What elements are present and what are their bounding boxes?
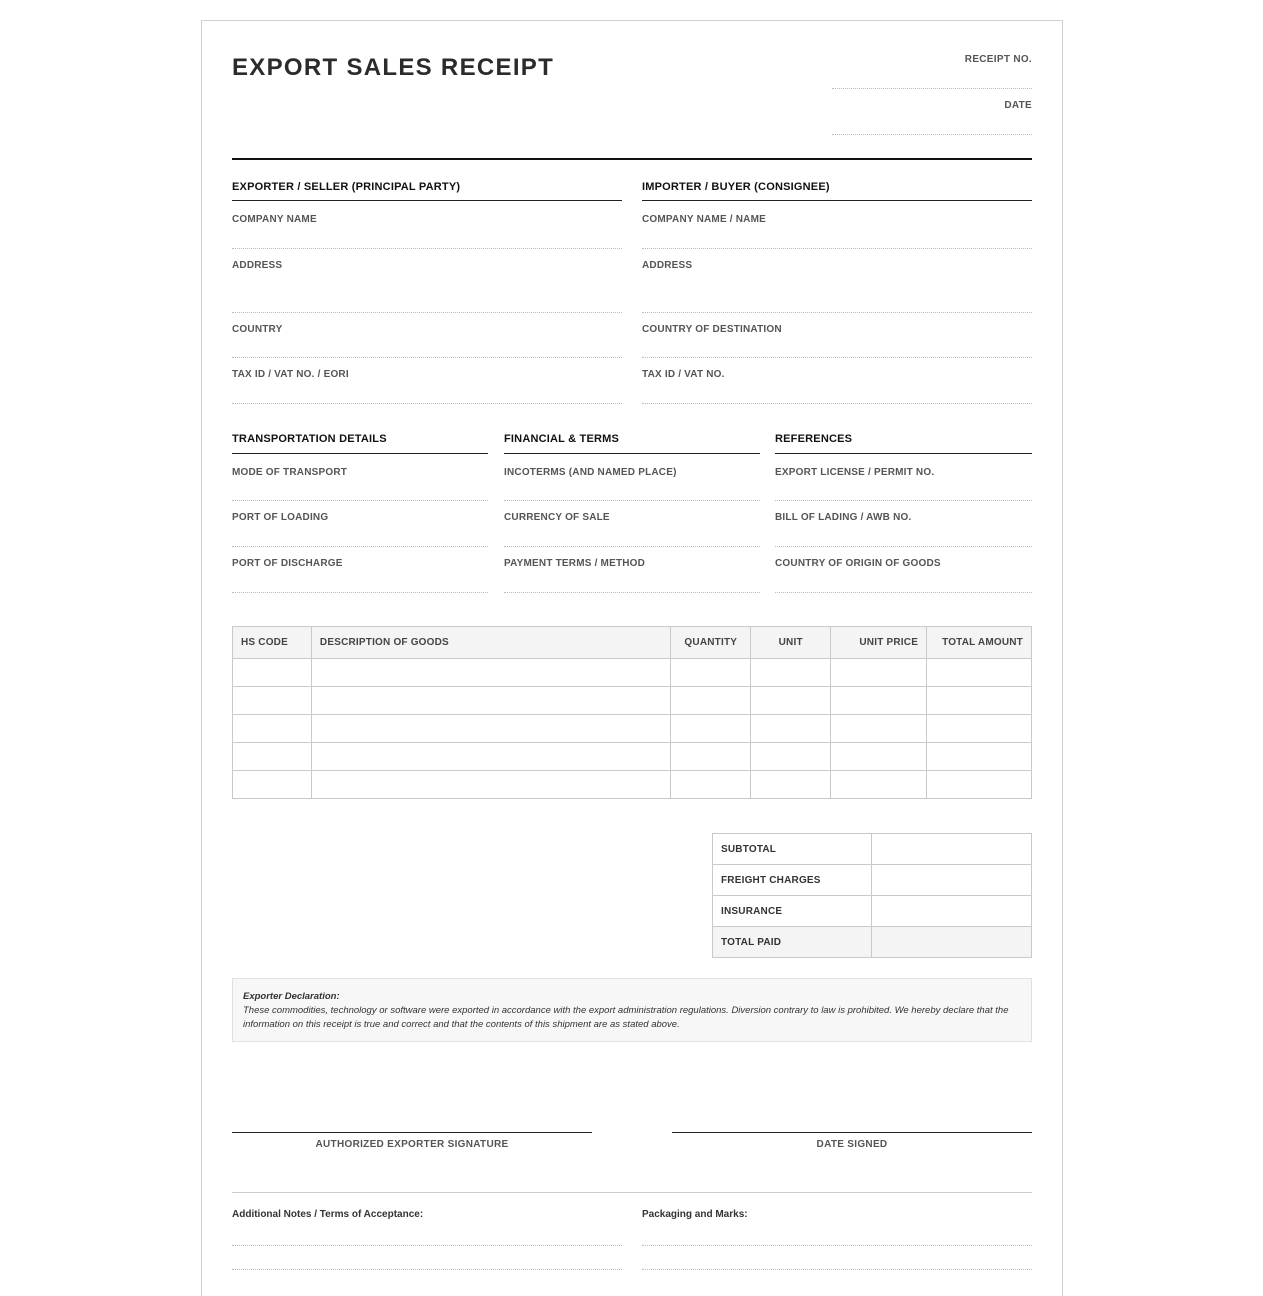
receipt-no-label: RECEIPT NO. bbox=[964, 54, 1032, 65]
table-cell[interactable] bbox=[311, 659, 670, 687]
country-of-origin-label: COUNTRY OF ORIGIN OF GOODS bbox=[775, 558, 941, 569]
additional-notes-label: Additional Notes / Terms of Acceptance: bbox=[232, 1209, 424, 1220]
table-cell[interactable] bbox=[927, 715, 1032, 743]
signature-label: AUTHORIZED EXPORTER SIGNATURE bbox=[315, 1139, 509, 1150]
table-cell[interactable] bbox=[671, 687, 751, 715]
exporter-country-field[interactable] bbox=[232, 357, 622, 358]
insurance-row bbox=[713, 896, 1032, 927]
page-title: EXPORT SALES RECEIPT bbox=[232, 54, 555, 81]
exporter-country-label: COUNTRY bbox=[232, 324, 283, 335]
table-cell[interactable] bbox=[671, 771, 751, 799]
additional-notes-line[interactable] bbox=[232, 1269, 622, 1270]
mode-of-transport-field[interactable] bbox=[232, 500, 488, 501]
importer-address-field[interactable] bbox=[642, 312, 1032, 313]
unit-price-header: UNIT PRICE bbox=[831, 627, 927, 659]
table-cell[interactable] bbox=[831, 715, 927, 743]
packaging-marks-line[interactable] bbox=[642, 1245, 1032, 1246]
table-cell[interactable] bbox=[751, 715, 831, 743]
payment-terms-field[interactable] bbox=[504, 592, 760, 593]
table-row bbox=[233, 687, 1032, 715]
receipt-sheet bbox=[201, 20, 1063, 1296]
goods-table bbox=[232, 626, 1032, 799]
bill-of-lading-field[interactable] bbox=[775, 546, 1032, 547]
payment-terms-label: PAYMENT TERMS / METHOD bbox=[504, 558, 646, 569]
exporter-section-rule bbox=[232, 200, 622, 201]
declaration-text: These commodities, technology or software were exported in accordance with the export administration regulations. Diversion contrary to law is prohibited. We hereby declare that the information on this receipt is true and correct and that the contents of this shipment are as stated above. bbox=[243, 1005, 1009, 1030]
header-divider bbox=[232, 158, 1032, 160]
table-cell[interactable] bbox=[233, 771, 312, 799]
port-of-loading-field[interactable] bbox=[232, 546, 488, 547]
table-cell[interactable] bbox=[311, 715, 670, 743]
table-row bbox=[233, 659, 1032, 687]
description-header: DESCRIPTION OF GOODS bbox=[311, 627, 670, 659]
exporter-address-label: ADDRESS bbox=[232, 260, 283, 271]
total-paid-label: TOTAL PAID bbox=[713, 927, 872, 958]
port-of-discharge-label: PORT OF DISCHARGE bbox=[232, 558, 343, 569]
bill-of-lading-label: BILL OF LADING / AWB NO. bbox=[775, 512, 912, 523]
packaging-marks-line[interactable] bbox=[642, 1269, 1032, 1270]
goods-table-header bbox=[233, 627, 1032, 659]
packaging-marks-label: Packaging and Marks: bbox=[642, 1209, 748, 1220]
port-of-loading-label: PORT OF LOADING bbox=[232, 512, 329, 523]
financial-section-rule bbox=[504, 453, 760, 454]
references-section-title: REFERENCES bbox=[775, 433, 853, 445]
transport-section-rule bbox=[232, 453, 488, 454]
table-cell[interactable] bbox=[831, 659, 927, 687]
currency-label: CURRENCY OF SALE bbox=[504, 512, 610, 523]
table-row bbox=[233, 715, 1032, 743]
financial-section-title: FINANCIAL & TERMS bbox=[504, 433, 620, 445]
subtotal-row bbox=[713, 834, 1032, 865]
exporter-declaration bbox=[232, 978, 1032, 1042]
currency-field[interactable] bbox=[504, 546, 760, 547]
mode-of-transport-label: MODE OF TRANSPORT bbox=[232, 467, 348, 478]
table-cell[interactable] bbox=[831, 687, 927, 715]
port-of-discharge-field[interactable] bbox=[232, 592, 488, 593]
date-label: DATE bbox=[1004, 100, 1032, 111]
table-cell[interactable] bbox=[233, 687, 312, 715]
hs-code-header: HS CODE bbox=[233, 627, 312, 659]
country-of-origin-field[interactable] bbox=[775, 592, 1032, 593]
exporter-company-field[interactable] bbox=[232, 248, 622, 249]
insurance-value[interactable] bbox=[872, 896, 1032, 927]
incoterms-label: INCOTERMS (AND NAMED PLACE) bbox=[504, 467, 677, 478]
export-license-field[interactable] bbox=[775, 500, 1032, 501]
table-cell[interactable] bbox=[831, 743, 927, 771]
table-cell[interactable] bbox=[311, 743, 670, 771]
exporter-tax-label: TAX ID / VAT NO. / EORI bbox=[232, 369, 349, 380]
date-field[interactable] bbox=[832, 134, 1032, 135]
additional-notes-line[interactable] bbox=[232, 1245, 622, 1246]
unit-header: UNIT bbox=[751, 627, 831, 659]
freight-charges-value[interactable] bbox=[872, 865, 1032, 896]
declaration-heading: Exporter Declaration: bbox=[243, 991, 340, 1002]
quantity-header: QUANTITY bbox=[671, 627, 751, 659]
table-cell[interactable] bbox=[751, 659, 831, 687]
table-cell[interactable] bbox=[233, 659, 312, 687]
freight-row bbox=[713, 865, 1032, 896]
table-row bbox=[233, 771, 1032, 799]
table-row bbox=[233, 743, 1032, 771]
table-cell[interactable] bbox=[751, 743, 831, 771]
exporter-address-field[interactable] bbox=[232, 312, 622, 313]
incoterms-field[interactable] bbox=[504, 500, 760, 501]
table-cell[interactable] bbox=[671, 743, 751, 771]
subtotal-value[interactable] bbox=[872, 834, 1032, 865]
table-cell[interactable] bbox=[233, 743, 312, 771]
importer-section-title: IMPORTER / BUYER (CONSIGNEE) bbox=[642, 181, 830, 193]
transport-section-title: TRANSPORTATION DETAILS bbox=[232, 433, 387, 445]
freight-charges-label: FREIGHT CHARGES bbox=[713, 865, 872, 896]
importer-company-label: COMPANY NAME / NAME bbox=[642, 214, 766, 225]
total-paid-value[interactable] bbox=[872, 927, 1032, 958]
table-cell[interactable] bbox=[671, 715, 751, 743]
total-paid-row bbox=[713, 927, 1032, 958]
subtotal-label: SUBTOTAL bbox=[713, 834, 872, 865]
importer-company-field[interactable] bbox=[642, 248, 1032, 249]
table-cell[interactable] bbox=[671, 659, 751, 687]
totals-table bbox=[712, 833, 1032, 958]
export-license-label: EXPORT LICENSE / PERMIT NO. bbox=[775, 467, 935, 478]
exporter-tax-field[interactable] bbox=[232, 403, 622, 404]
signature-line[interactable] bbox=[232, 1132, 592, 1133]
importer-tax-label: TAX ID / VAT NO. bbox=[642, 369, 725, 380]
importer-address-label: ADDRESS bbox=[642, 260, 693, 271]
importer-country-field[interactable] bbox=[642, 357, 1032, 358]
table-cell[interactable] bbox=[927, 687, 1032, 715]
notes-divider bbox=[232, 1192, 1032, 1193]
importer-tax-field[interactable] bbox=[642, 403, 1032, 404]
table-cell[interactable] bbox=[927, 743, 1032, 771]
table-cell[interactable] bbox=[927, 659, 1032, 687]
importer-country-label: COUNTRY OF DESTINATION bbox=[642, 324, 782, 335]
date-signed-label: DATE SIGNED bbox=[816, 1139, 888, 1150]
table-cell[interactable] bbox=[311, 687, 670, 715]
references-section-rule bbox=[775, 453, 1032, 454]
table-cell[interactable] bbox=[311, 771, 670, 799]
table-cell[interactable] bbox=[233, 715, 312, 743]
table-cell[interactable] bbox=[831, 771, 927, 799]
date-signed-line[interactable] bbox=[672, 1132, 1032, 1133]
receipt-no-field[interactable] bbox=[832, 88, 1032, 89]
exporter-company-label: COMPANY NAME bbox=[232, 214, 317, 225]
table-cell[interactable] bbox=[751, 687, 831, 715]
exporter-section-title: EXPORTER / SELLER (PRINCIPAL PARTY) bbox=[232, 181, 461, 193]
table-cell[interactable] bbox=[927, 771, 1032, 799]
insurance-label: INSURANCE bbox=[713, 896, 872, 927]
table-cell[interactable] bbox=[751, 771, 831, 799]
total-amount-header: TOTAL AMOUNT bbox=[927, 627, 1032, 659]
importer-section-rule bbox=[642, 200, 1032, 201]
